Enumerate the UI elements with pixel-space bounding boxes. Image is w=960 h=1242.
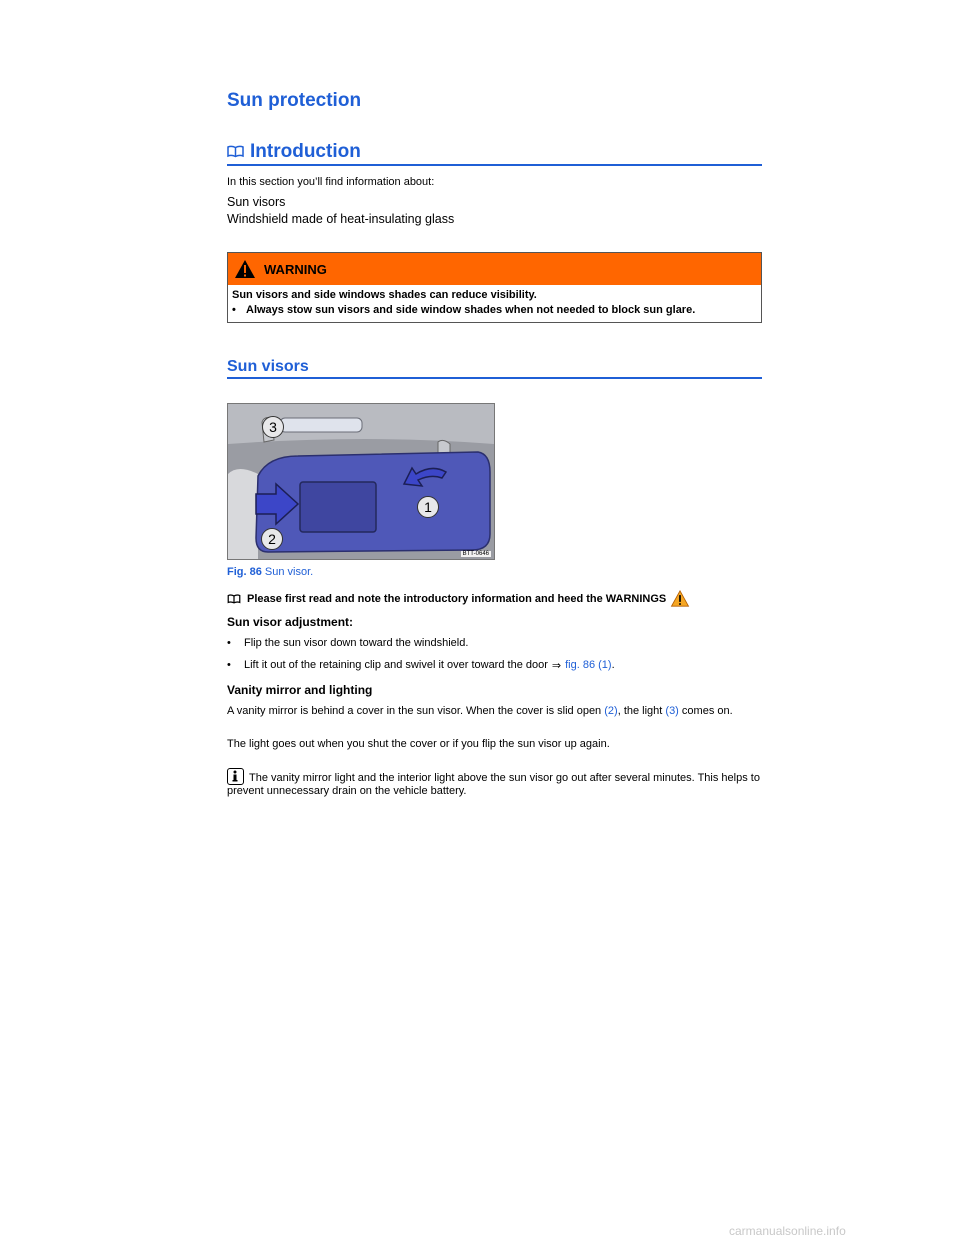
bullet-dot: • (227, 659, 231, 671)
book-icon (227, 594, 241, 604)
intro-item: Sun visors (227, 195, 286, 209)
adjust-item-text: Lift it out of the retaining clip and swivel it over toward the door (244, 659, 548, 671)
subsection-title: Sun visors (227, 358, 762, 379)
book-icon (227, 145, 244, 158)
adjust-heading: Sun visor adjustment: (227, 615, 354, 629)
warning-bullet: Always stow sun visors and side window shades when not needed to block sun glare. (246, 304, 696, 316)
adjust-item (227, 637, 468, 649)
info-icon (227, 768, 244, 785)
figure-caption-text: Sun visor. (264, 566, 314, 578)
read-note-text: Please first read and note the introductory information and heed the WARNINGS (247, 592, 667, 605)
ref-link-3[interactable]: (3) (665, 705, 679, 717)
intro-heading (227, 141, 762, 166)
sun-visor-figure (227, 403, 495, 560)
watermark: carmanualsonline.info (729, 1224, 846, 1238)
intro-item: Windshield made of heat-insulating glass (227, 212, 455, 226)
warning-box (227, 252, 762, 323)
note-text: The vanity mirror light and the interior light above the sun visor go out after several minutes. This helps to prevent unnecessary drain on the vehicle battery. (227, 772, 760, 797)
mirror-paragraph-1 (227, 705, 762, 718)
ref-arrow: ⇒ (551, 660, 562, 672)
intro-list (227, 194, 454, 228)
warning-body (228, 285, 761, 322)
bullet-dot: • (232, 304, 236, 316)
warning-header (228, 253, 761, 285)
warning-text: Sun visors and side windows shades can reduce visibility. (232, 289, 537, 301)
figure-caption (227, 566, 313, 578)
warning-bullet-row (232, 303, 757, 318)
ref-link-2[interactable]: (2) (604, 705, 618, 717)
callout-2: 2 (261, 528, 283, 550)
figure-code: BTT-0646 (462, 551, 489, 557)
warning-label: WARNING (264, 261, 327, 277)
mirror-heading: Vanity mirror and lighting (227, 683, 373, 697)
mirror-text: , the light (617, 705, 663, 717)
mirror-text: comes on. (681, 705, 733, 717)
callout-3: 3 (262, 416, 284, 438)
adjust-item: • Lift it out of the retaining clip and swivel it over toward the door ⇒ fig. 86 (1) . (227, 659, 615, 672)
callout-1: 1 (417, 496, 439, 518)
adjust-item-text: Flip the sun visor down toward the windshield. (244, 637, 469, 649)
bullet-dot: • (227, 637, 231, 649)
mirror-text: A vanity mirror is behind a cover in the sun visor. When the cover is slid open (227, 705, 602, 717)
figure-label: Fig. 86 (227, 566, 262, 578)
read-note (227, 590, 690, 607)
warning-triangle-icon (234, 259, 256, 279)
mirror-paragraph-2: The light goes out when you shut the cover or if you flip the sun visor up again. (227, 738, 610, 750)
fig-ref-link[interactable]: fig. 86 (1) (565, 659, 612, 671)
warning-triangle-icon (670, 590, 690, 607)
intro-heading-text: Introduction (250, 141, 361, 162)
info-note (227, 768, 762, 798)
intro-text: In this section you’ll find information about: (227, 176, 435, 188)
section-title: Sun protection (227, 90, 362, 111)
